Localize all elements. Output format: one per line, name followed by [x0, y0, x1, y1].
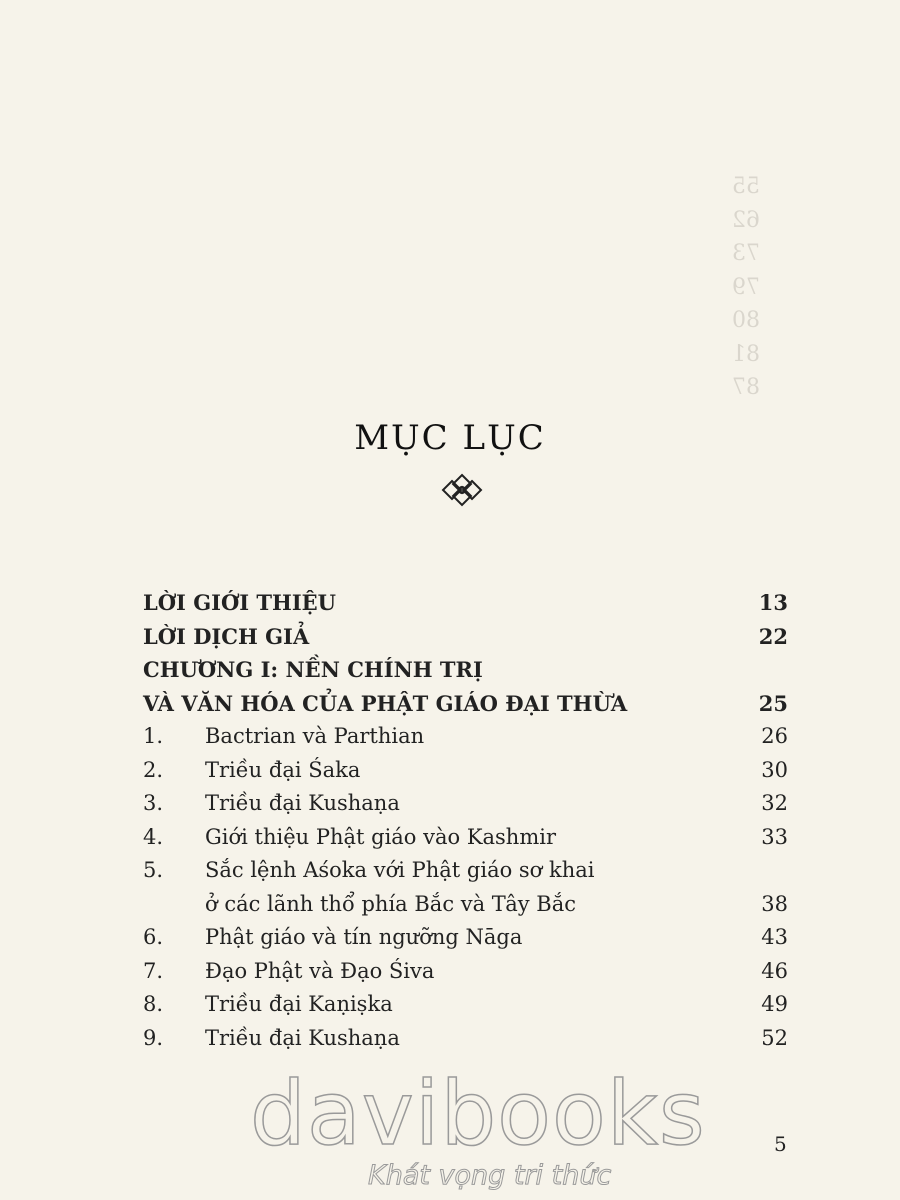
toc-item-page: 26	[761, 724, 788, 748]
publisher-tagline: Khát vọng tri thức	[368, 1160, 612, 1191]
ghost-toc: 55 62 73 79 80 81 87	[732, 174, 760, 400]
toc-item-number: 3.	[143, 791, 164, 815]
toc-item-page: 33	[761, 824, 788, 849]
toc-item-page: 52	[761, 1025, 788, 1050]
toc-item[interactable]	[143, 825, 788, 859]
toc-item-number: 7.	[143, 958, 164, 983]
toc-item-label: Triều đại Kaṇiṣka	[205, 992, 393, 1016]
toc-item-page: 49	[761, 992, 788, 1016]
toc-item-label: Sắc lệnh Aśoka với Phật giáo sơ khai	[205, 858, 595, 882]
toc-item-label: Đạo Phật và Đạo Śiva	[205, 958, 435, 983]
toc-item-label: ở các lãnh thổ phía Bắc và Tây Bắc	[205, 891, 576, 916]
toc-entry-page: 13	[758, 590, 788, 615]
toc-item-page: 46	[761, 958, 788, 983]
toc-item-continuation[interactable]	[143, 892, 788, 926]
toc-item[interactable]	[143, 992, 788, 1026]
toc-entry-page: 22	[758, 623, 788, 649]
toc-item-label: Triều đại Śaka	[205, 757, 361, 782]
toc-item[interactable]	[143, 724, 788, 758]
toc-item[interactable]	[143, 1026, 788, 1060]
toc-item[interactable]	[143, 858, 788, 892]
page-number: 5	[774, 1132, 787, 1156]
toc-item-label: Phật giáo và tín ngưỡng Nāga	[205, 925, 523, 949]
toc-item-label: Giới thiệu Phật giáo vào Kashmir	[205, 824, 557, 849]
toc-item-label: Triều đại Kushaṇa	[205, 1025, 400, 1050]
toc-item-number: 5.	[143, 858, 164, 882]
toc-item-page: 32	[761, 791, 788, 815]
knot-ornament-icon	[440, 472, 484, 508]
toc-item-page: 30	[761, 757, 788, 782]
toc-item[interactable]	[143, 925, 788, 959]
toc-entry-chapter-1[interactable]	[143, 657, 788, 691]
toc-item-page: 38	[761, 891, 788, 916]
toc-item-number: 2.	[143, 757, 164, 782]
toc-entry-label: LỜI DỊCH GIẢ	[143, 623, 310, 649]
toc-item-number: 4.	[143, 824, 164, 849]
table-of-contents	[143, 590, 788, 1059]
toc-item[interactable]	[143, 791, 788, 825]
toc-item-label: Triều đại Kushaṇa	[205, 791, 400, 815]
toc-item[interactable]	[143, 758, 788, 792]
toc-entry-page: 25	[758, 690, 788, 716]
toc-item-number: 9.	[143, 1025, 164, 1050]
toc-entry-label: VÀ VĂN HÓA CỦA PHẬT GIÁO ĐẠI THỪA	[143, 690, 628, 716]
toc-item-number: 8.	[143, 992, 164, 1016]
toc-item-page: 43	[761, 925, 788, 949]
toc-entry-label: LỜI GIỚI THIỆU	[143, 590, 336, 615]
toc-entry-translator-note[interactable]	[143, 624, 788, 658]
toc-item-number: 1.	[143, 724, 164, 748]
page-title: MỤC LỤC	[354, 418, 546, 458]
toc-item-number: 6.	[143, 925, 164, 949]
toc-entry-intro[interactable]	[143, 590, 788, 624]
toc-item-label: Bactrian và Parthian	[205, 724, 425, 748]
publisher-watermark: davibooks	[250, 1062, 706, 1165]
toc-item[interactable]	[143, 959, 788, 993]
toc-entry-label: CHƯƠNG I: NỀN CHÍNH TRỊ	[143, 657, 483, 682]
toc-entry-chapter-1-cont[interactable]	[143, 691, 788, 725]
